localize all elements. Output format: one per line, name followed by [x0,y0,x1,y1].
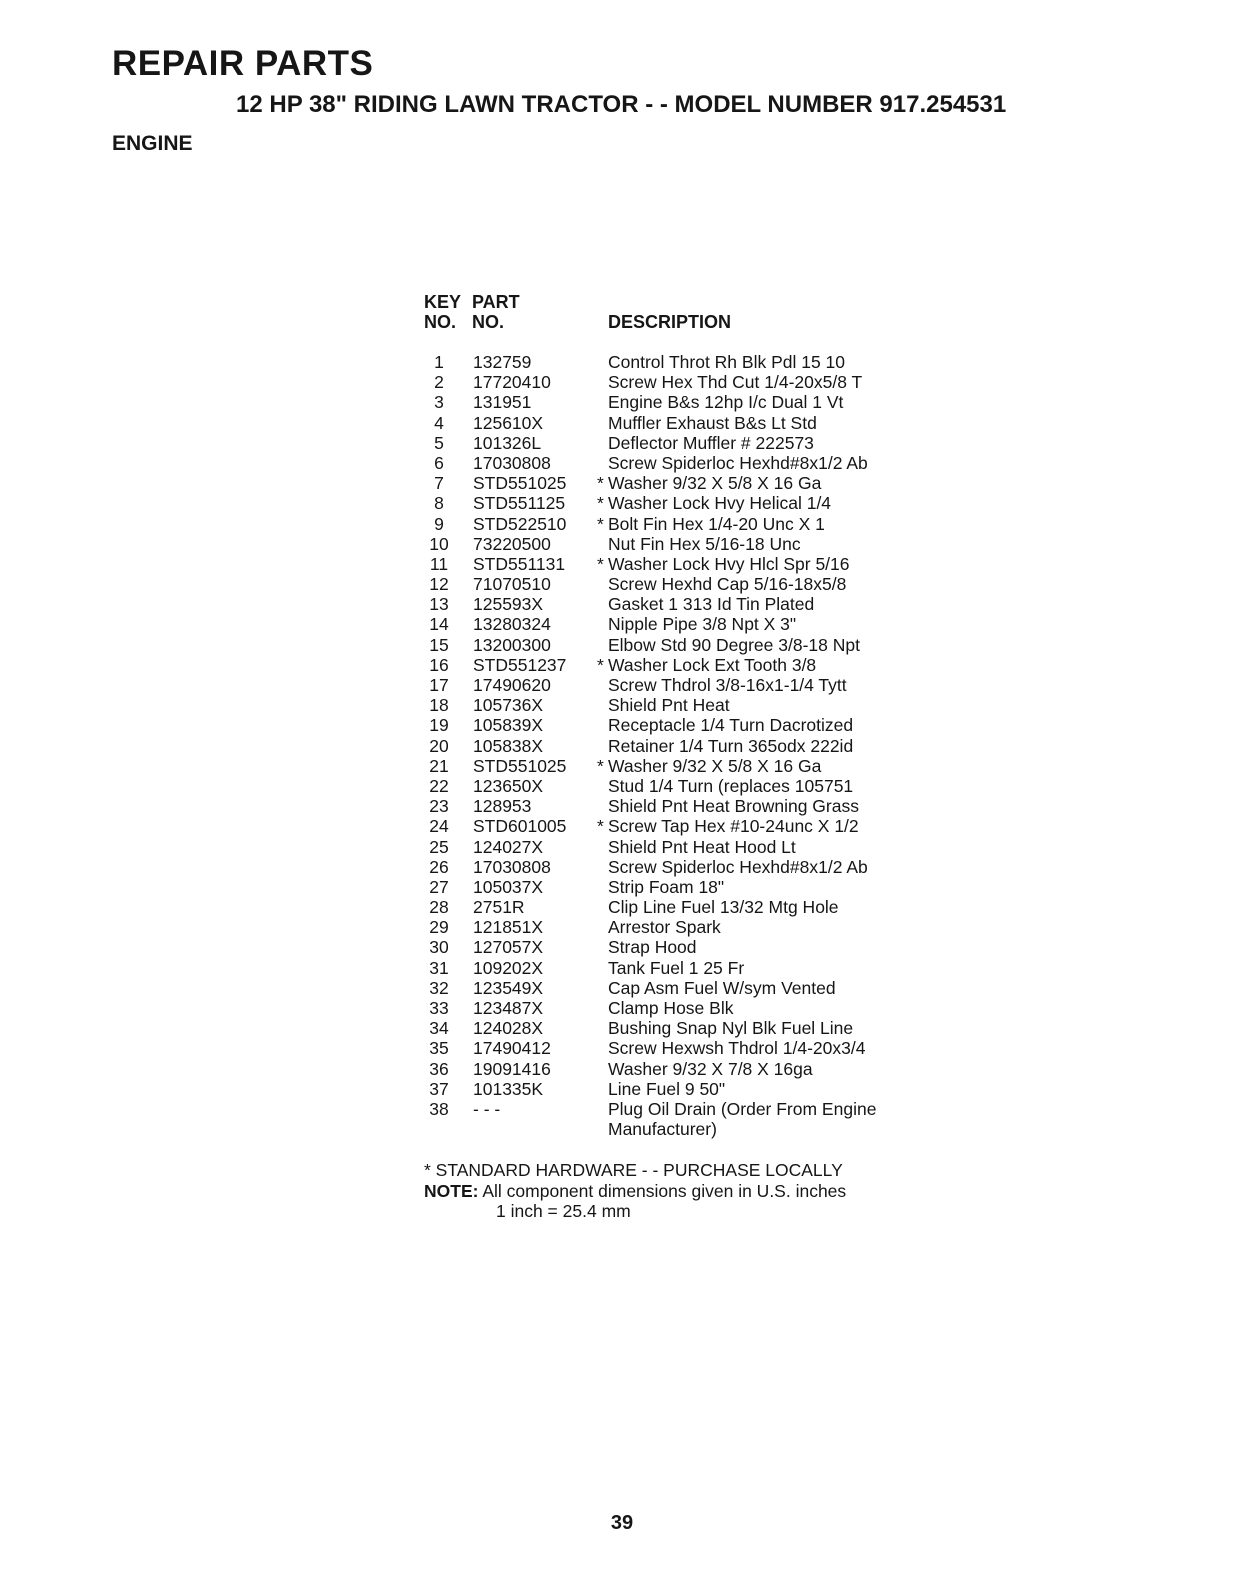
key-no: 12 [429,574,449,595]
note-label: NOTE: [424,1180,479,1201]
part-no: STD522510 [473,513,567,534]
key-no: 7 [434,473,444,494]
standard-hardware-mark: * [597,473,604,494]
part-description-line2: Manufacturer) [608,1119,717,1140]
part-no: 125610X [473,412,544,433]
part-no: STD551237 [473,654,567,675]
key-no: 34 [429,1018,449,1039]
part-description: Screw Tap Hex #10-24unc X 1/2 [608,816,859,837]
part-header-line1: PART [472,292,520,312]
part-no: 101326L [473,432,542,453]
key-no: 36 [429,1058,449,1079]
part-no: 101335K [473,1078,544,1099]
key-no: 18 [429,695,449,716]
part-description: Receptacle 1/4 Turn Dacrotized [608,715,854,736]
part-description: Retainer 1/4 Turn 365odx 222id [608,735,854,756]
part-description: Strap Hood [608,937,697,958]
part-no: STD551125 [473,493,566,514]
key-no: 3 [434,392,444,413]
part-no: 127057X [473,937,544,958]
standard-hardware-mark: * [597,513,604,534]
key-no: 25 [429,836,449,857]
key-no: 10 [429,533,449,554]
part-no: STD551025 [473,755,567,776]
part-description: Shield Pnt Heat Browning Grass [608,796,859,817]
part-description: Elbow Std 90 Degree 3/8-18 Npt [608,634,860,655]
key-no: 21 [429,755,449,776]
part-no: 124027X [473,836,544,857]
key-no: 13 [429,594,449,615]
key-no: 23 [429,796,449,817]
part-description: Deflector Muffler # 222573 [608,432,814,453]
key-no: 5 [434,432,444,453]
part-no: 123549X [473,977,544,998]
page-title: REPAIR PARTS [112,44,374,83]
part-description: Washer Lock Hvy Hlcl Spr 5/16 [608,553,850,574]
key-no: 8 [434,493,444,514]
note-text: All component dimensions given in U.S. inches [482,1180,847,1201]
standard-hardware-mark: * [597,755,604,776]
part-description: Washer Lock Hvy Helical 1/4 [608,493,832,514]
part-description: Bolt Fin Hex 1/4-20 Unc X 1 [608,513,825,534]
part-no: 13280324 [473,614,551,635]
part-description: Bushing Snap Nyl Blk Fuel Line [608,1018,854,1039]
part-no: 128953 [473,796,532,817]
part-description: Washer 9/32 X 7/8 X 16ga [608,1058,813,1079]
part-no: 73220500 [473,533,551,554]
key-no: 31 [429,957,449,978]
key-no: 6 [434,452,444,473]
part-no: STD551025 [473,473,567,494]
part-description: Screw Thdrol 3/8-16x1-1/4 Tytt [608,675,847,695]
part-description: Tank Fuel 1 25 Fr [608,957,745,978]
part-description [608,1099,938,1139]
part-description: Nut Fin Hex 5/16-18 Unc [608,533,801,554]
part-description: Screw Hexwsh Thdrol 1/4-20x3/4 [608,1038,866,1059]
part-no: 131951 [473,392,532,413]
part-no: STD601005 [473,816,567,837]
page-number: 39 [610,1512,634,1534]
part-no: 123650X [473,775,544,796]
key-no: 30 [429,937,449,958]
key-no: 14 [429,614,449,635]
part-no: 105838X [473,735,544,756]
key-header-line2: NO. [424,312,457,332]
part-header-line2: NO. [472,312,505,332]
part-no: 124028X [473,1018,544,1039]
key-no: 17 [429,675,449,695]
part-description: Line Fuel 9 50" [608,1078,726,1099]
key-no: 20 [429,735,449,756]
part-description-line1: Plug Oil Drain (Order From Engine [608,1098,877,1119]
part-description: Arrestor Spark [608,917,721,938]
part-description: Cap Asm Fuel W/sym Vented [608,977,836,998]
part-description: Muffler Exhaust B&s Lt Std [608,412,817,433]
key-no: 27 [429,876,449,897]
key-no: 9 [434,513,444,534]
part-description: Shield Pnt Heat [608,695,730,716]
key-no: 29 [429,917,449,938]
key-no: 37 [429,1078,449,1099]
dimension-note [424,1181,846,1202]
key-no: 35 [429,1038,449,1059]
part-description: Shield Pnt Heat Hood Lt [608,836,796,857]
key-header-line1: KEY [424,292,462,312]
part-description: Screw Spiderloc Hexhd#8x1/2 Ab [608,452,868,473]
part-no: 17030808 [473,452,551,473]
part-no: 17490412 [473,1038,551,1059]
part-description: Screw Hexhd Cap 5/16-18x5/8 [608,574,847,595]
key-no: 24 [429,816,449,837]
key-no: 15 [429,634,449,655]
key-no: 16 [429,654,449,675]
part-no: 105736X [473,695,544,716]
key-no: 32 [429,977,449,998]
part-description: Gasket 1 313 Id Tin Plated [608,594,815,615]
part-description: Nipple Pipe 3/8 Npt X 3" [608,614,797,635]
key-no: 38 [429,1098,449,1119]
part-no: 109202X [473,957,544,978]
part-description: Strip Foam 18" [608,876,725,897]
standard-hardware-note: * STANDARD HARDWARE - - PURCHASE LOCALLY [424,1160,843,1180]
part-no: 19091416 [473,1058,551,1079]
part-description: Screw Spiderloc Hexhd#8x1/2 Ab [608,856,868,877]
key-no: 33 [429,998,449,1018]
footnotes [424,1160,846,1222]
key-no: 22 [429,775,449,796]
part-no: - - - [473,1098,501,1119]
part-no: 123487X [473,998,544,1018]
part-no: 105037X [473,876,544,897]
key-no: 4 [434,412,444,433]
part-no: 105839X [473,715,544,736]
key-no: 26 [429,856,449,877]
part-no: 17030808 [473,856,551,877]
part-description: Washer Lock Ext Tooth 3/8 [608,654,817,675]
standard-hardware-mark: * [597,816,604,837]
key-no: 11 [429,553,449,574]
part-no: 125593X [473,594,544,615]
part-description: Screw Hex Thd Cut 1/4-20x5/8 T [608,372,863,393]
part-no: 121851X [473,917,544,938]
key-no: 19 [429,715,449,736]
part-description: Washer 9/32 X 5/8 X 16 Ga [608,473,822,494]
part-no: 132759 [473,352,532,372]
part-description: Washer 9/32 X 5/8 X 16 Ga [608,755,822,776]
part-no: STD551131 [473,553,566,574]
conversion-note: 1 inch = 25.4 mm [496,1201,631,1221]
part-description: Stud 1/4 Turn (replaces 105751 [608,775,854,796]
section-heading: ENGINE [112,132,193,155]
part-no: 13200300 [473,634,551,655]
standard-hardware-mark: * [597,493,604,514]
part-description: Engine B&s 12hp I/c Dual 1 Vt [608,392,844,413]
part-no: 2751R [473,897,525,918]
part-description: Control Throt Rh Blk Pdl 15 10 [608,352,846,372]
key-no: 1 [434,352,444,372]
part-no: 17720410 [473,372,551,393]
part-no: 17490620 [473,675,551,695]
part-no: 71070510 [473,574,551,595]
key-no: 2 [434,372,444,393]
part-description: Clip Line Fuel 13/32 Mtg Hole [608,897,839,918]
standard-hardware-mark: * [597,553,604,574]
part-description: Clamp Hose Blk [608,998,734,1018]
model-subtitle: 12 HP 38" RIDING LAWN TRACTOR - - MODEL NUMBER 917.254531 [236,91,1007,118]
standard-hardware-mark: * [597,654,604,675]
key-no: 28 [429,897,449,918]
description-header: DESCRIPTION [608,312,732,332]
